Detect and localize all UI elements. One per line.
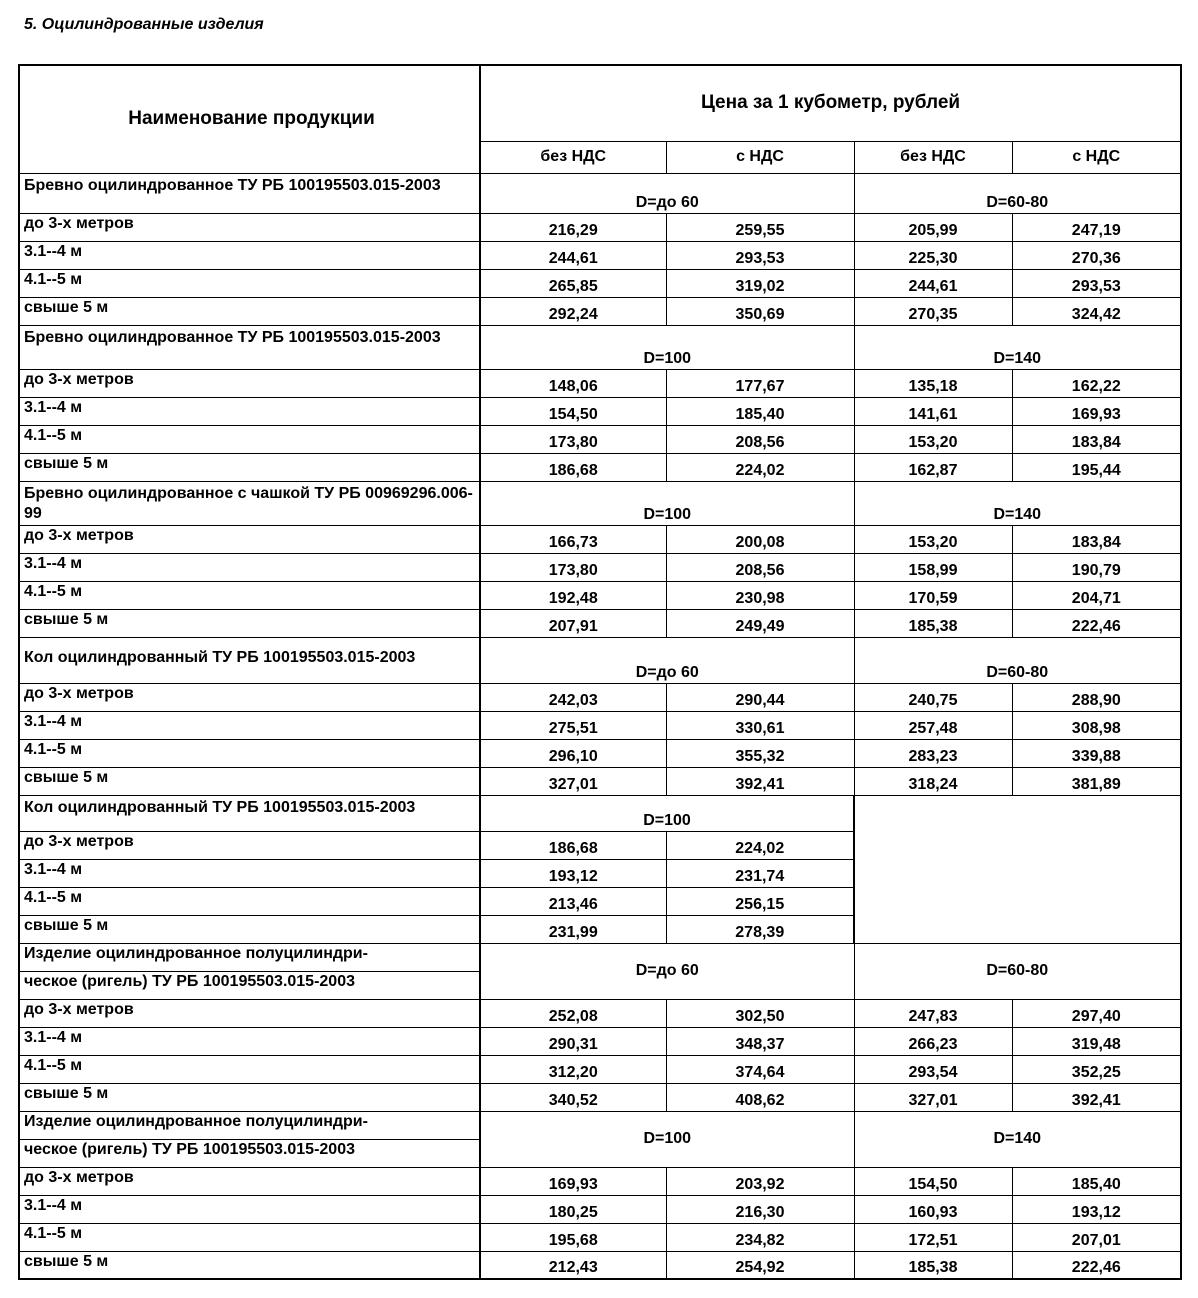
price-cell: 195,44 — [1012, 453, 1181, 481]
group-header-row — [19, 325, 1181, 369]
row-length-label: свыше 5 м — [19, 767, 480, 795]
table-row — [19, 1055, 1181, 1083]
group-name-line-2: ческое (ригель) ТУ РБ 100195503.015-2003 — [19, 1139, 480, 1167]
price-cell: 173,80 — [480, 553, 666, 581]
price-cell: 265,85 — [480, 269, 666, 297]
group-name: Кол оцилиндрованный ТУ РБ 100195503.015-2003 — [19, 795, 480, 831]
diameter-label-right: D=60-80 — [854, 637, 1181, 683]
price-cell: 312,20 — [480, 1055, 666, 1083]
diameter-label-left: D=до 60 — [480, 943, 854, 999]
price-cell: 207,91 — [480, 609, 666, 637]
table-row — [19, 581, 1181, 609]
row-length-label: свыше 5 м — [19, 609, 480, 637]
row-length-label: до 3-х метров — [19, 999, 480, 1027]
price-cell: 153,20 — [854, 525, 1012, 553]
group-name-line-1: Изделие оцилиндрованное полуцилиндри- — [19, 943, 480, 971]
price-cell: 352,25 — [1012, 1055, 1181, 1083]
diameter-label-right: D=60-80 — [854, 173, 1181, 213]
price-cell: 203,92 — [666, 1167, 854, 1195]
subheader-with-vat-2: с НДС — [1012, 141, 1181, 173]
price-cell: 392,41 — [666, 767, 854, 795]
price-cell: 222,46 — [1012, 609, 1181, 637]
row-length-label: 3.1--4 м — [19, 1027, 480, 1055]
table-row — [19, 711, 1181, 739]
table-row — [19, 525, 1181, 553]
row-length-label: до 3-х метров — [19, 369, 480, 397]
price-cell: 275,51 — [480, 711, 666, 739]
row-length-label: до 3-х метров — [19, 1167, 480, 1195]
price-cell: 177,67 — [666, 369, 854, 397]
price-cell: 158,99 — [854, 553, 1012, 581]
price-cell: 153,20 — [854, 425, 1012, 453]
price-cell: 348,37 — [666, 1027, 854, 1055]
diameter-label-left: D=до 60 — [480, 637, 854, 683]
diameter-label-right: D=140 — [854, 481, 1181, 525]
price-cell: 355,32 — [666, 739, 854, 767]
price-cell: 185,40 — [1012, 1167, 1181, 1195]
price-cell: 290,44 — [666, 683, 854, 711]
row-length-label: свыше 5 м — [19, 1251, 480, 1279]
table-row — [19, 241, 1181, 269]
price-cell: 222,46 — [1012, 1251, 1181, 1279]
price-cell: 302,50 — [666, 999, 854, 1027]
price-cell: 170,59 — [854, 581, 1012, 609]
price-cell: 278,39 — [666, 915, 854, 943]
price-cell: 154,50 — [480, 397, 666, 425]
table-row — [19, 739, 1181, 767]
price-cell: 186,68 — [480, 831, 666, 859]
row-length-label: 3.1--4 м — [19, 1195, 480, 1223]
row-length-label: 3.1--4 м — [19, 241, 480, 269]
price-cell: 381,89 — [1012, 767, 1181, 795]
table-row — [19, 1223, 1181, 1251]
price-cell: 330,61 — [666, 711, 854, 739]
table-row — [19, 553, 1181, 581]
row-length-label: 3.1--4 м — [19, 397, 480, 425]
diameter-label-left: D=100 — [480, 795, 854, 831]
price-cell: 249,49 — [666, 609, 854, 637]
price-cell: 266,23 — [854, 1027, 1012, 1055]
row-length-label: до 3-х метров — [19, 683, 480, 711]
table-row — [19, 425, 1181, 453]
group-header-row — [19, 173, 1181, 213]
price-cell: 408,62 — [666, 1083, 854, 1111]
price-cell: 240,75 — [854, 683, 1012, 711]
price-cell: 234,82 — [666, 1223, 854, 1251]
row-length-label: до 3-х метров — [19, 213, 480, 241]
group-header-row — [19, 637, 1181, 683]
price-cell: 257,48 — [854, 711, 1012, 739]
price-cell: 297,40 — [1012, 999, 1181, 1027]
price-cell: 374,64 — [666, 1055, 854, 1083]
price-cell: 207,01 — [1012, 1223, 1181, 1251]
group-header-row — [19, 1111, 1181, 1139]
diameter-label-left: D=100 — [480, 481, 854, 525]
row-length-label: свыше 5 м — [19, 915, 480, 943]
price-cell: 162,87 — [854, 453, 1012, 481]
price-cell: 259,55 — [666, 213, 854, 241]
group-name-line-2: ческое (ригель) ТУ РБ 100195503.015-2003 — [19, 971, 480, 999]
row-length-label: 3.1--4 м — [19, 711, 480, 739]
table-row — [19, 297, 1181, 325]
row-length-label: 4.1--5 м — [19, 269, 480, 297]
price-cell: 169,93 — [1012, 397, 1181, 425]
price-cell: 319,48 — [1012, 1027, 1181, 1055]
diameter-label-left: D=100 — [480, 325, 854, 369]
row-length-label: 4.1--5 м — [19, 887, 480, 915]
table-row — [19, 683, 1181, 711]
row-length-label: 4.1--5 м — [19, 425, 480, 453]
group-name: Бревно оцилиндрованное с чашкой ТУ РБ 00969296.006-99 — [19, 481, 480, 525]
price-cell: 270,35 — [854, 297, 1012, 325]
price-cell: 242,03 — [480, 683, 666, 711]
table-row — [19, 767, 1181, 795]
price-cell: 208,56 — [666, 425, 854, 453]
price-cell: 327,01 — [854, 1083, 1012, 1111]
price-cell: 183,84 — [1012, 525, 1181, 553]
row-length-label: свыше 5 м — [19, 453, 480, 481]
price-cell: 224,02 — [666, 453, 854, 481]
table-row — [19, 1167, 1181, 1195]
table-row — [19, 1251, 1181, 1279]
price-cell: 225,30 — [854, 241, 1012, 269]
price-cell: 392,41 — [1012, 1083, 1181, 1111]
price-cell: 230,98 — [666, 581, 854, 609]
table-row — [19, 1083, 1181, 1111]
price-cell: 308,98 — [1012, 711, 1181, 739]
price-cell: 212,43 — [480, 1251, 666, 1279]
price-cell: 193,12 — [1012, 1195, 1181, 1223]
price-cell: 186,68 — [480, 453, 666, 481]
table-row — [19, 369, 1181, 397]
price-cell: 162,22 — [1012, 369, 1181, 397]
price-cell: 166,73 — [480, 525, 666, 553]
group-header-row — [19, 943, 1181, 971]
table-row — [19, 453, 1181, 481]
price-cell: 172,51 — [854, 1223, 1012, 1251]
table-row — [19, 609, 1181, 637]
row-length-label: свыше 5 м — [19, 1083, 480, 1111]
price-cell: 135,18 — [854, 369, 1012, 397]
subheader-without-vat-1: без НДС — [480, 141, 666, 173]
section-title: 5. Оцилиндрованные изделия — [24, 16, 264, 33]
group-name: Кол оцилиндрованный ТУ РБ 100195503.015-2003 — [19, 637, 480, 683]
price-cell: 200,08 — [666, 525, 854, 553]
price-cell: 173,80 — [480, 425, 666, 453]
price-cell: 216,29 — [480, 213, 666, 241]
price-cell: 216,30 — [666, 1195, 854, 1223]
group-header-row — [19, 795, 1181, 831]
row-length-label: 4.1--5 м — [19, 581, 480, 609]
price-cell: 254,92 — [666, 1251, 854, 1279]
price-cell: 256,15 — [666, 887, 854, 915]
price-cell: 283,23 — [854, 739, 1012, 767]
table-row — [19, 1027, 1181, 1055]
table-row — [19, 213, 1181, 241]
table-row — [19, 999, 1181, 1027]
row-length-label: свыше 5 м — [19, 297, 480, 325]
price-cell: 204,71 — [1012, 581, 1181, 609]
row-length-label: 4.1--5 м — [19, 1223, 480, 1251]
price-cell: 293,54 — [854, 1055, 1012, 1083]
price-cell: 350,69 — [666, 297, 854, 325]
diameter-label-left: D=до 60 — [480, 173, 854, 213]
price-cell: 319,02 — [666, 269, 854, 297]
price-cell: 339,88 — [1012, 739, 1181, 767]
price-cell: 192,48 — [480, 581, 666, 609]
price-cell: 183,84 — [1012, 425, 1181, 453]
price-cell: 231,99 — [480, 915, 666, 943]
price-cell: 141,61 — [854, 397, 1012, 425]
price-cell: 148,06 — [480, 369, 666, 397]
price-table — [18, 64, 1182, 1280]
row-length-label: до 3-х метров — [19, 831, 480, 859]
price-cell: 293,53 — [666, 241, 854, 269]
price-cell: 244,61 — [854, 269, 1012, 297]
price-cell: 293,53 — [1012, 269, 1181, 297]
price-cell: 292,24 — [480, 297, 666, 325]
price-cell: 247,83 — [854, 999, 1012, 1027]
price-cell: 318,24 — [854, 767, 1012, 795]
price-cell: 190,79 — [1012, 553, 1181, 581]
price-cell: 340,52 — [480, 1083, 666, 1111]
price-cell: 231,74 — [666, 859, 854, 887]
price-cell: 270,36 — [1012, 241, 1181, 269]
price-cell: 252,08 — [480, 999, 666, 1027]
empty-block — [854, 795, 1181, 943]
price-cell: 185,38 — [854, 1251, 1012, 1279]
price-cell: 324,42 — [1012, 297, 1181, 325]
price-cell: 290,31 — [480, 1027, 666, 1055]
price-cell: 205,99 — [854, 213, 1012, 241]
group-name-line-1: Изделие оцилиндрованное полуцилиндри- — [19, 1111, 480, 1139]
group-name: Бревно оцилиндрованное ТУ РБ 100195503.015-2003 — [19, 325, 480, 369]
diameter-label-left: D=100 — [480, 1111, 854, 1167]
price-cell: 208,56 — [666, 553, 854, 581]
price-cell: 154,50 — [854, 1167, 1012, 1195]
header-name-col: Наименование продукции — [19, 65, 480, 173]
diameter-label-right: D=140 — [854, 1111, 1181, 1167]
price-cell: 213,46 — [480, 887, 666, 915]
price-cell: 169,93 — [480, 1167, 666, 1195]
price-cell: 185,38 — [854, 609, 1012, 637]
row-length-label: 3.1--4 м — [19, 553, 480, 581]
group-header-row — [19, 481, 1181, 525]
price-cell: 185,40 — [666, 397, 854, 425]
subheader-with-vat-1: с НДС — [666, 141, 854, 173]
price-cell: 296,10 — [480, 739, 666, 767]
table-row — [19, 1195, 1181, 1223]
price-cell: 288,90 — [1012, 683, 1181, 711]
header-price-col: Цена за 1 кубометр, рублей — [480, 65, 1181, 141]
diameter-label-right: D=60-80 — [854, 943, 1181, 999]
price-cell: 180,25 — [480, 1195, 666, 1223]
row-length-label: 4.1--5 м — [19, 1055, 480, 1083]
row-length-label: до 3-х метров — [19, 525, 480, 553]
price-cell: 195,68 — [480, 1223, 666, 1251]
price-cell: 327,01 — [480, 767, 666, 795]
price-cell: 224,02 — [666, 831, 854, 859]
diameter-label-right: D=140 — [854, 325, 1181, 369]
price-cell: 247,19 — [1012, 213, 1181, 241]
subheader-without-vat-2: без НДС — [854, 141, 1012, 173]
price-cell: 193,12 — [480, 859, 666, 887]
table-row — [19, 397, 1181, 425]
row-length-label: 4.1--5 м — [19, 739, 480, 767]
row-length-label: 3.1--4 м — [19, 859, 480, 887]
price-cell: 244,61 — [480, 241, 666, 269]
price-cell: 160,93 — [854, 1195, 1012, 1223]
table-row — [19, 269, 1181, 297]
group-name: Бревно оцилиндрованное ТУ РБ 100195503.015-2003 — [19, 173, 480, 213]
